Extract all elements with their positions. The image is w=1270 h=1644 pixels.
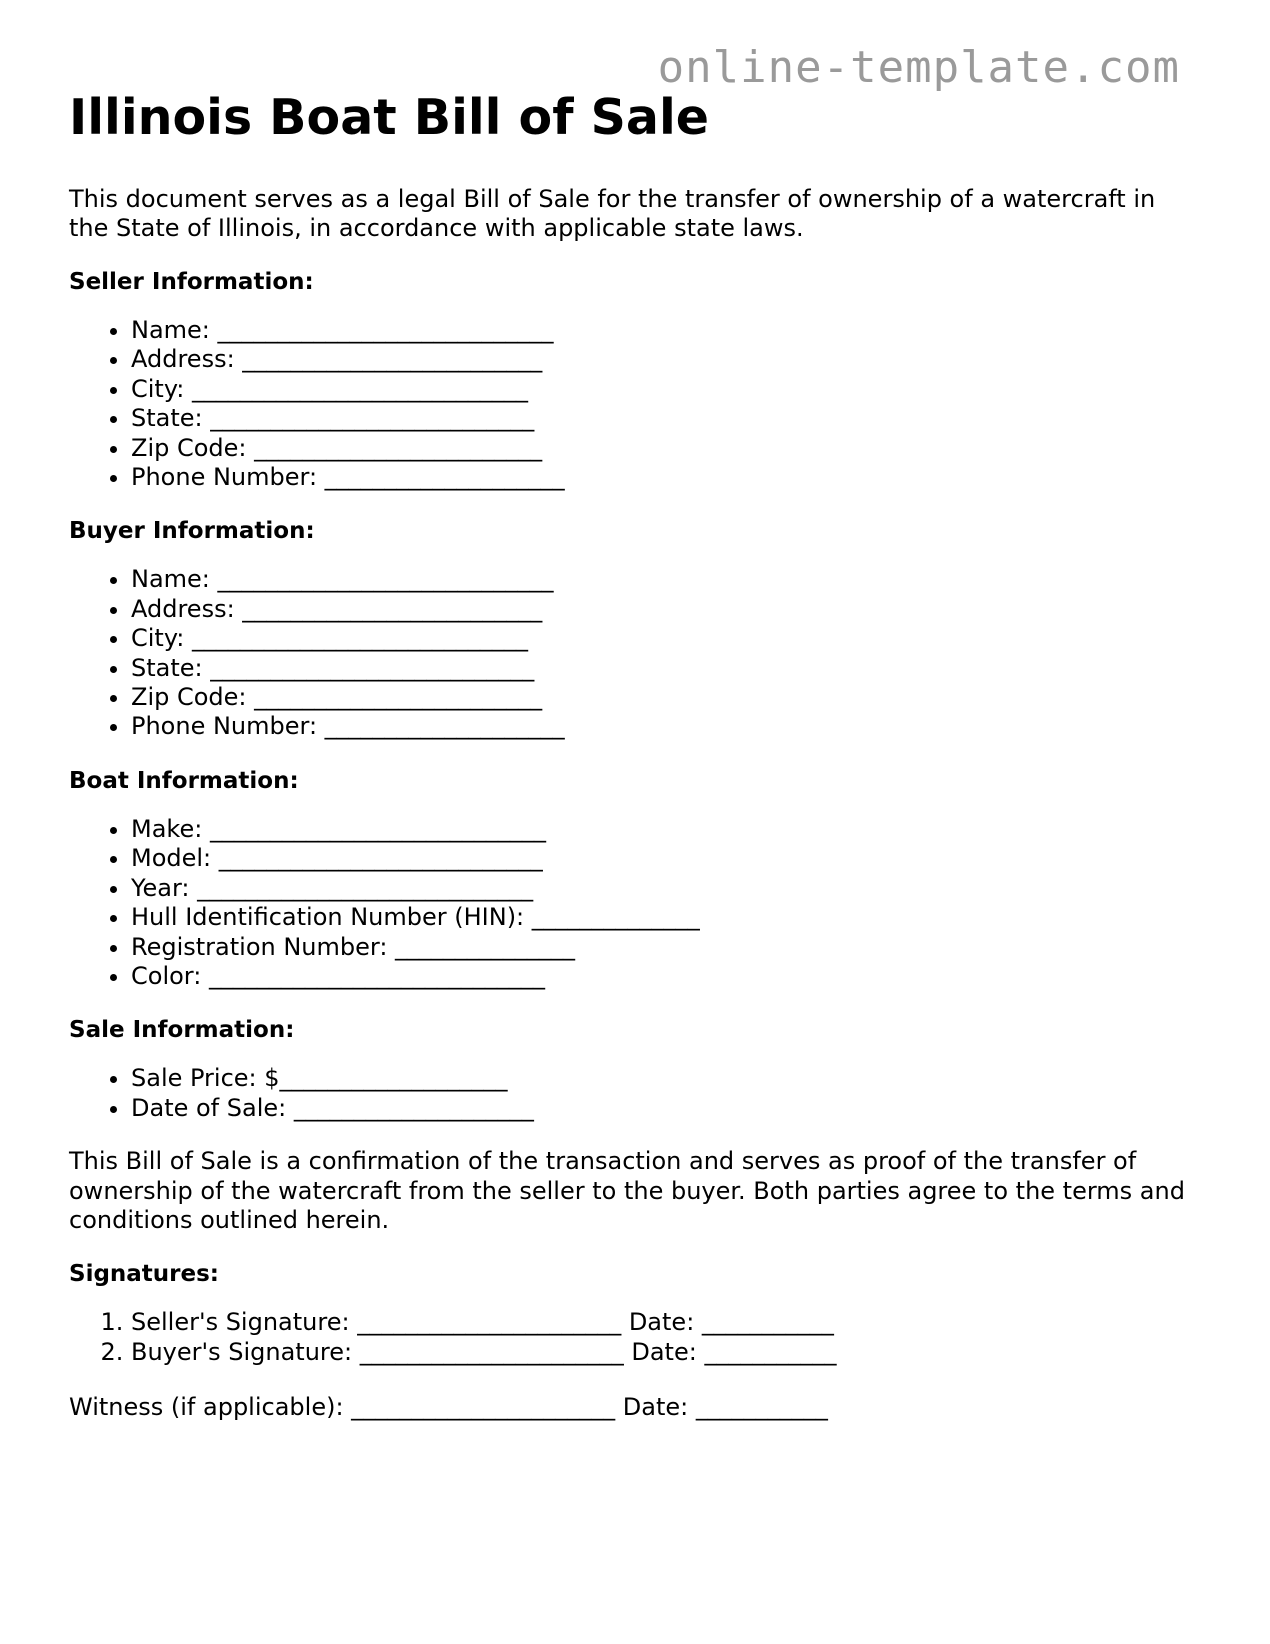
sale-date-field: • Date of Sale: ____________________	[131, 1094, 1199, 1123]
seller-signature-line: 1. Seller's Signature: ______________________ Date: ___________	[131, 1308, 1199, 1337]
buyer-field-list	[69, 565, 1199, 741]
buyer-name-field: • Name: ____________________________	[131, 565, 1199, 594]
sale-price-field: • Sale Price: $___________________	[131, 1064, 1199, 1093]
buyer-signature-line: 2. Buyer's Signature: ______________________ Date: ___________	[131, 1338, 1199, 1367]
document-page	[69, 88, 1199, 1423]
closing-paragraph: This Bill of Sale is a confirmation of the transaction and serves as proof of the transfer of ownership of the watercraft from the seller to the buyer. Both parties agree to the terms and conditions outlined herein.	[69, 1147, 1185, 1234]
boat-make-field: • Make: ____________________________	[131, 815, 1199, 844]
intro-paragraph: This document serves as a legal Bill of Sale for the transfer of ownership of a watercraft in the State of Illinois, in accordance with applicable state laws.	[69, 185, 1156, 242]
seller-state-field: • State: ___________________________	[131, 404, 1199, 433]
buyer-address-field: • Address: _________________________	[131, 595, 1199, 624]
buyer-phone-field: • Phone Number: ____________________	[131, 712, 1199, 741]
boat-color-field: • Color: ____________________________	[131, 962, 1199, 991]
seller-section	[69, 267, 1199, 492]
witness-line: Witness (if applicable): ______________________ Date: ___________	[69, 1393, 828, 1422]
seller-address-field: • Address: _________________________	[131, 345, 1199, 374]
boat-heading: Boat Information:	[69, 767, 299, 794]
boat-registration-field: • Registration Number: _______________	[131, 933, 1199, 962]
watermark: online-template.com	[657, 42, 1180, 93]
boat-model-field: • Model: ___________________________	[131, 844, 1199, 873]
boat-year-field: • Year: ____________________________	[131, 874, 1199, 903]
buyer-section	[69, 516, 1199, 741]
buyer-state-field: • State: ___________________________	[131, 654, 1199, 683]
seller-phone-field: • Phone Number: ____________________	[131, 463, 1199, 492]
buyer-heading: Buyer Information:	[69, 518, 315, 545]
page-title: Illinois Boat Bill of Sale	[69, 89, 709, 146]
seller-zip-field: • Zip Code: ________________________	[131, 434, 1199, 463]
boat-hin-field: • Hull Identification Number (HIN): ______________	[131, 903, 1199, 932]
sale-section	[69, 1015, 1199, 1123]
buyer-city-field: • City: ____________________________	[131, 624, 1199, 653]
signatures-section	[69, 1259, 1199, 1367]
seller-field-list	[69, 316, 1199, 492]
seller-city-field: • City: ____________________________	[131, 375, 1199, 404]
sale-heading: Sale Information:	[69, 1017, 295, 1044]
signatures-heading: Signatures:	[69, 1261, 220, 1288]
seller-name-field: • Name: ____________________________	[131, 316, 1199, 345]
boat-section	[69, 766, 1199, 991]
buyer-zip-field: • Zip Code: ________________________	[131, 683, 1199, 712]
boat-field-list	[69, 815, 1199, 991]
sale-field-list	[69, 1064, 1199, 1123]
signature-list	[69, 1308, 1199, 1367]
seller-heading: Seller Information:	[69, 269, 314, 295]
